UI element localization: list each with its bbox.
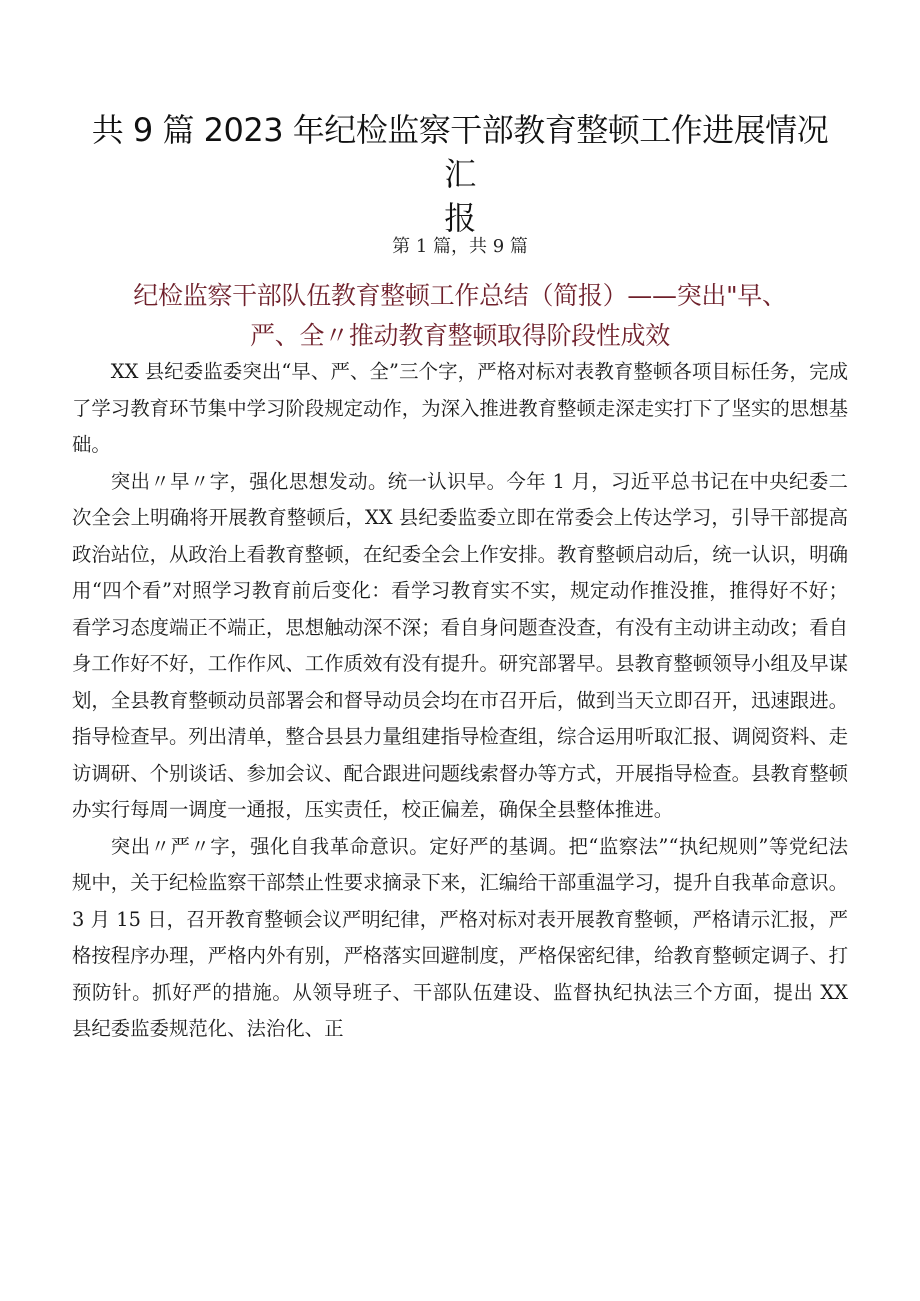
- document-title: [90, 108, 830, 240]
- paragraph: 突出〃严〃字，强化自我革命意识。定好严的基调。把“监察法”“执纪规则”等党纪法规中，关于纪检监察干部禁止性要求摘录下来，汇编给干部重温学习，提升自我革命意识。3 月 15 日，召开教育整顿会议严明纪律，严格对标对表开展教育整顿，严格请示汇报，严格按程序办理，严格内外有别，严格落实回避制度，严格保密纪律，给教育整顿定调子、打预防针。抓好严的措施。从领导班子、干部队伍建设、监督执纪执法三个方面，提出 XX 县纪委监委规范化、法治化、正: [72, 834, 848, 1040]
- section-title: [80, 276, 840, 356]
- paragraph: XX 县纪委监委突出“早、严、全”三个字，严格对标对表教育整顿各项目标任务，完成了学习教育环节集中学习阶段规定动作，为深入推进教育整顿走深走实打下了坚实的思想基础。: [72, 360, 848, 456]
- section-title-line-2: 严、全〃推动教育整顿取得阶段性成效: [250, 321, 670, 350]
- part-label: 第 1 篇，共 9 篇: [392, 236, 528, 257]
- body-text: [72, 354, 848, 1048]
- section-title-line-1: 纪检监察干部队伍教育整顿工作总结（简报）——突出"早、: [133, 281, 787, 310]
- paragraph: 突出〃早〃字，强化思想发动。统一认识早。今年 1 月，习近平总书记在中央纪委二次全会上明确将开展教育整顿后，XX 县纪委监委立即在常委会上传达学习，引导干部提高政治站位，从政治上看教育整顿，在纪委全会上作安排。教育整顿启动后，统一认识，明确用“四个看”对照学习教育前后变化：看学习教育实不实，规定动作推没推，推得好不好；看学习态度端正不端正，思想触动深不深；看自身问题查没查，有没有主动讲主动改；看自身工作好不好，工作作风、工作质效有没有提升。研究部署早。县教育整顿领导小组及早谋划，全县教育整顿动员部署会和督导动员会均在市召开后，做到当天立即召开，迅速跟进。指导检查早。列出清单，整合县县力量组建指导检查组，综合运用听取汇报、调阅资料、走访调研、个别谈话、参加会议、配合跟进问题线索督办等方式，开展指导检查。县教育整顿办实行每周一调度一通报，压实责任，校正偏差，确保全县整体推进。: [72, 469, 848, 821]
- document-title-line-1: 共 9 篇 2023 年纪检监察干部教育整顿工作进展情况汇: [91, 111, 829, 193]
- document-title-line-2: 报: [444, 199, 476, 237]
